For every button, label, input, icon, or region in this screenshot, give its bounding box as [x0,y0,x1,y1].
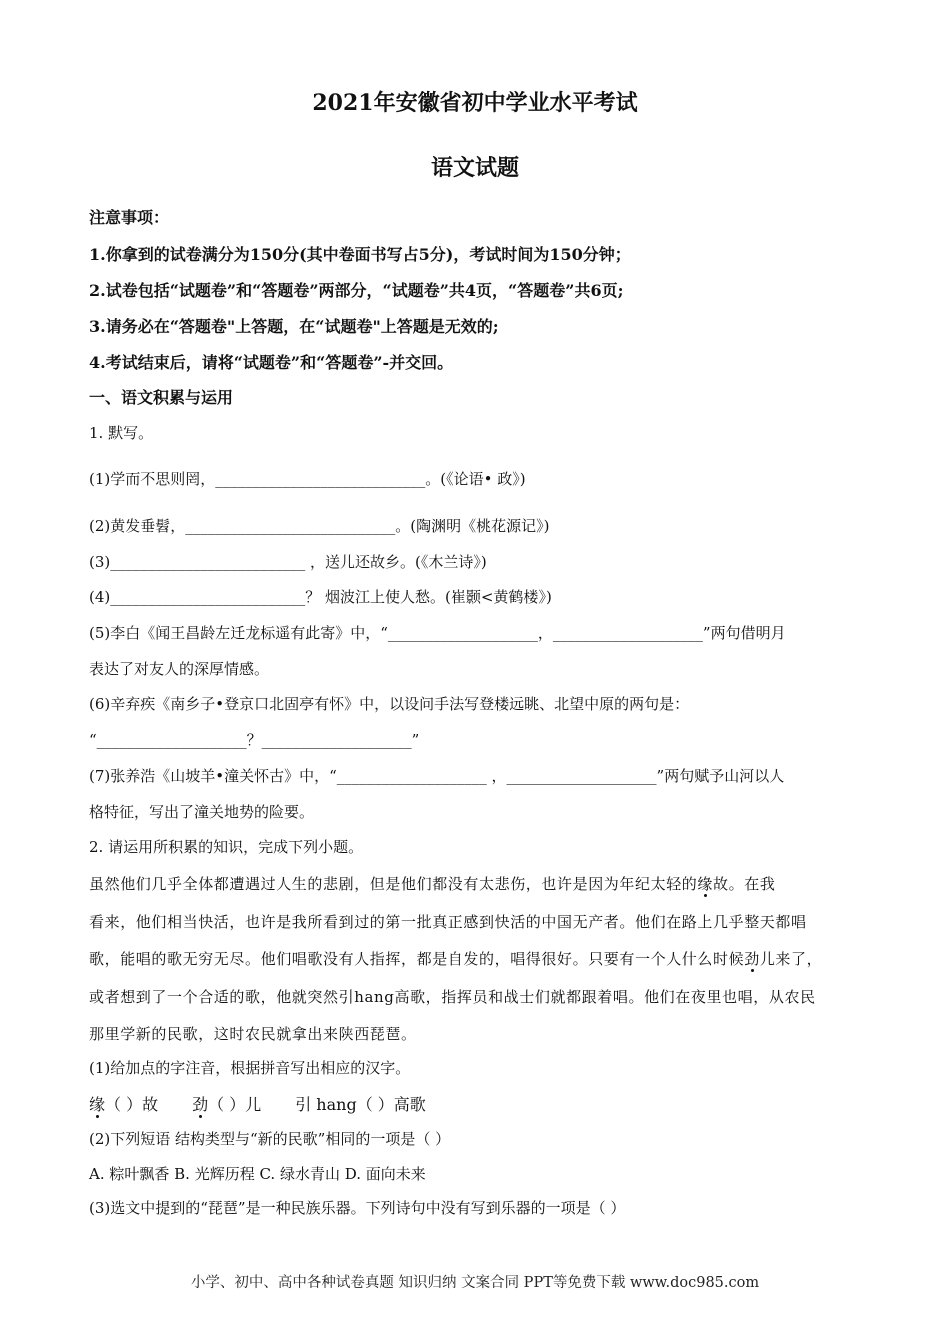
dotted-char: 缘 [89,1095,106,1114]
passage-text: 虽然他们几乎全体都遭遇过人生的悲剧，但是他们都没有太悲伤，也许是因为年纪太轻的 [89,875,698,893]
dotted-char: 缘 [697,875,714,893]
question-1-item-7-cont: 格特征，写出了潼关地势的险要。 [89,803,315,821]
passage-line-4: 或者想到了一个合适的歌，他就突然引hang高歌，指挥员和战士们就都跟着唱。他们在夜里也唱，从农民 [89,988,816,1006]
passage-line-2: 看来，他们相当快活，也许是我所看到过的第一批真正感到快活的中国无产者。他们在路上几乎整天都唱 [89,913,807,931]
notice-item-4: 4.考试结束后，请将“试题卷”和“答题卷”-并交回。 [89,353,454,372]
exam-title: 2021年安徽省初中学业水平考试 [312,90,638,116]
question-1-item-4: (4)__________________________？ 烟波江上使人愁。(崔颢<黄鹤楼》) [89,588,552,606]
notice-item-1: 1.你拿到的试卷满分为150分(其中卷面书写占5分)，考试时间为150分钟； [89,245,631,264]
notice-heading: 注意事项： [89,208,170,227]
notice-item-3: 3.请务必在“答题卷"上答题，在“试题卷"上答题是无效的; [89,317,499,336]
passage-line-5: 那里学新的民歌，这时农民就拿出来陕西琵琶。 [89,1025,417,1043]
question-1-item-1: (1)学而不思则罔，____________________________。(《论语• 政》) [89,470,526,488]
question-2-sub-2: (2)下列短语 结构类型与“新的民歌”相同的一项是（ ） [89,1130,451,1148]
question-2-sub-1-fill [89,1092,426,1115]
fill-blank: 引 hang（ ）高歌 [295,1095,426,1114]
exam-subtitle: 语文试题 [430,155,519,181]
fill-blank: （ ）儿 [208,1095,262,1114]
question-1-item-5-cont: 表达了对友人的深厚情感。 [89,660,270,678]
question-1-stem: 1. 默写。 [89,424,154,442]
question-2-sub-1: (1)给加点的字注音，根据拼音写出相应的汉字。 [89,1059,411,1077]
footer-text: 小学、初中、高中各种试卷真题 知识归纳 文案合同 PPT等免费下载 www.doc985.com [190,1275,760,1291]
question-1-item-7: (7)张养浩《山坡羊•潼关怀古》中，“____________________ ，____________________”两句赋予山河以人 [89,767,785,785]
question-2-options: A. 粽叶飘香 B. 光辉历程 C. 绿水青山 D. 面向未来 [89,1165,426,1183]
question-2-stem: 2. 请运用所积累的知识，完成下列小题。 [89,838,364,856]
passage-text: 儿来了， [759,950,823,968]
question-1-item-6: (6)辛弃疾《南乡子•登京口北固亭有怀》中，以设问手法写登楼远眺、北望中原的两句是： [89,695,690,713]
dotted-char: 劲 [744,950,760,968]
passage-line-3 [89,948,822,969]
question-1-item-5: (5)李白《闻王昌龄左迁龙标遥有此寄》中，“____________________，____________________”两句借明月 [89,624,786,642]
passage-line-1 [89,873,775,894]
fill-blank: （ ）故 [105,1095,159,1114]
section-heading: 一、语文积累与运用 [89,388,234,407]
question-1-item-6-cont: “____________________？____________________” [89,731,420,749]
passage-text: 故。在我 [713,875,776,893]
dotted-char: 劲 [192,1095,209,1114]
passage-text: 歌，能唱的歌无穷无尽。他们唱歌没有人指挥，都是自发的，唱得很好。只要有一个人什么时候 [89,950,745,968]
question-1-item-3: (3)__________________________ ，送儿还故乡。(《木兰诗》) [89,553,487,571]
question-2-sub-3: (3)选文中提到的“琵琶”是一种民族乐器。下列诗句中没有写到乐器的一项是（ ） [89,1199,626,1217]
notice-item-2: 2.试卷包括“试题卷”和“答题卷”两部分，“试题卷”共4页，“答题卷”共6页; [89,281,624,300]
question-1-item-2: (2)黄发垂髫，____________________________。(陶渊明《桃花源记》) [89,517,550,535]
